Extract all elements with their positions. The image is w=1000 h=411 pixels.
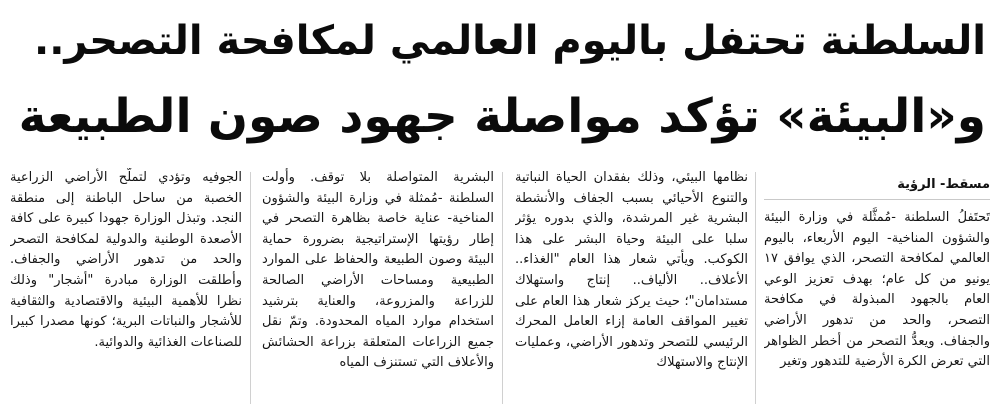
article-column-4 <box>10 168 242 411</box>
article-column-1 <box>764 168 990 411</box>
article-body <box>0 168 1000 411</box>
article-column-2 <box>515 168 748 411</box>
article-column-3 <box>262 168 494 411</box>
article-paragraph: نظامها البيئي، وذلك بفقدان الحياة النباتية والتنوع الأحيائي بسبب الجفاف والأنشطة البشرية غير المرشدة، والذي بدوره يؤثر سلبا على البيئة وحياة البشر على هذا الكوكب. ويأتي شعار هذا العام "الغذاء.. الأعلاف.. الألياف.. إنتاج واستهلاك مستدامان"؛ حيث يركز شعار هذا العام على تغيير المواقف العامة إزاء العامل المحرك الرئيسي للتصحر وتدهور الأراضي، وعمليات الإنتاج والاستهلاك <box>515 170 748 371</box>
byline: مسقط- الرؤية <box>764 176 990 200</box>
headline-line-2: و«البيئة» تؤكد مواصلة جهود صون الطبيعة <box>18 89 986 144</box>
article-paragraph: تَحتَفلُ السلطنة -مُمثَّلة في وزارة البيئة والشؤون المناخية- اليوم الأربعاء، باليوم العالمي لمكافحة التصحر، الذي يوافق ١٧ يونيو من كل عام؛ بهدف تعزيز الوعي العام بالجهود المبذولة في مكافحة التصحر، والحد من تدهور الأراضي والجفاف. ويعدُّ التصحر من أخطر الظواهر التي تعرض الكرة الأرضية للتدهور وتغير <box>764 210 990 370</box>
article-paragraph: البشرية المتواصلة بلا توقف. وأولت السلطنة -مُمثلة في وزارة البيئة والشؤون المناخية- عناية خاصة بظاهرة التصحر في إطار رؤيتها الإستراتيجية بضرورة حماية البيئة وصون الطبيعة والحفاظ على الموارد الطبيعية ومساحات الأراضي الصالحة للزراعة والمزروعة، والعناية بترشيد استخدام موارد المياه المحدودة. وتمّ نقل جميع الزراعات المتعلقة بزراعة الحشائش والأعلاف التي تستنزف المياه <box>262 170 494 371</box>
article-paragraph: الجوفيه وتؤدي لتملُّح الأراضي الزراعية الخصبة من ساحل الباطنة إلى منطقة النجد. وتبذل الوزارة جهودا كبيرة على كافة الأصعدة الوطنية والدولية لمكافحة التصحر والحد من تدهور الأراضي والجفاف. وأطلقت الوزارة مبادرة "أشجار" وذلك نظرا للأهمية البيئية والاقتصادية والثقافية للأشجار والنباتات البرية؛ كونها مصدرا كبيرا للصناعات الغذائية والدوائية. <box>10 170 242 350</box>
headline-line-1: السلطنة تحتفل باليوم العالمي لمكافحة التصحر.. <box>34 18 986 64</box>
